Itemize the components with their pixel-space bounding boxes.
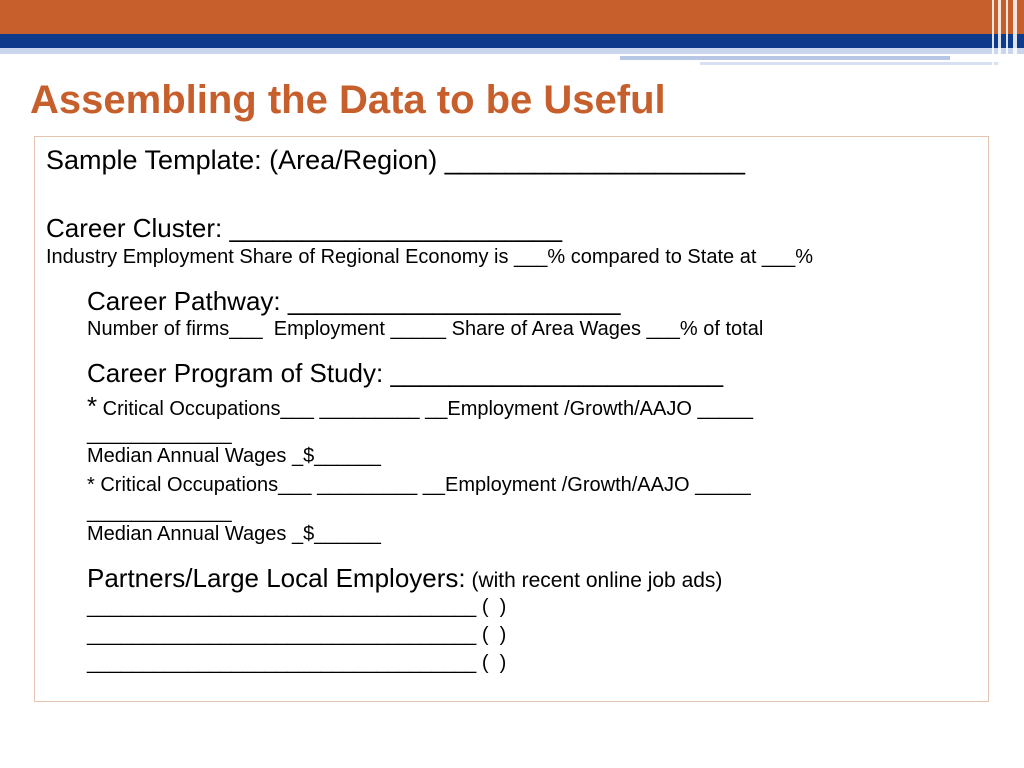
bullet-star: * xyxy=(87,391,98,421)
career-cluster-line: Career Cluster: _______________________ xyxy=(46,213,563,243)
header-band-blue xyxy=(0,34,1024,48)
critical-occupations-1 xyxy=(87,391,753,422)
median-wages-1: Median Annual Wages _$______ xyxy=(87,445,381,467)
partners-note: (with recent online job ads) xyxy=(465,569,723,592)
header-accent-line xyxy=(620,56,950,60)
median-wages-2: Median Annual Wages _$______ xyxy=(87,523,381,545)
critical-occupations-2-cont: _____________ xyxy=(87,501,232,523)
partners-line xyxy=(87,563,722,594)
program-of-study-line: Career Program of Study: _______________________ xyxy=(87,358,724,388)
slide-title: Assembling the Data to be Useful xyxy=(30,78,666,122)
partner-blank-1: ___________________________________ ( ) xyxy=(87,596,507,618)
critical-occupations-2: * Critical Occupations___ _________ __Employment /Growth/AAJO _____ xyxy=(87,474,751,496)
template-box xyxy=(34,136,989,702)
partners-heading: Partners/Large Local Employers: xyxy=(87,563,466,593)
partner-blank-2: ___________________________________ ( ) xyxy=(87,624,507,646)
critical-occupations-1-cont: _____________ xyxy=(87,423,232,445)
career-pathway-line: Career Pathway: _______________________ xyxy=(87,286,621,316)
critical-occupations-1-text: Critical Occupations___ _________ __Employment /Growth/AAJO _____ xyxy=(97,398,754,420)
firms-employment-line: Number of firms___ Employment _____ Share of Area Wages ___% of total xyxy=(87,318,764,340)
header-band-light xyxy=(0,48,1024,54)
header-stripes xyxy=(988,0,1024,70)
header-accent-line-2 xyxy=(700,62,1000,65)
partner-blank-3: ___________________________________ ( ) xyxy=(87,652,507,674)
template-area-line: Sample Template: (Area/Region) ____________________ xyxy=(46,145,746,175)
header-band-orange xyxy=(0,0,1024,34)
industry-share-line: Industry Employment Share of Regional Economy is ___% compared to State at ___% xyxy=(46,246,814,268)
